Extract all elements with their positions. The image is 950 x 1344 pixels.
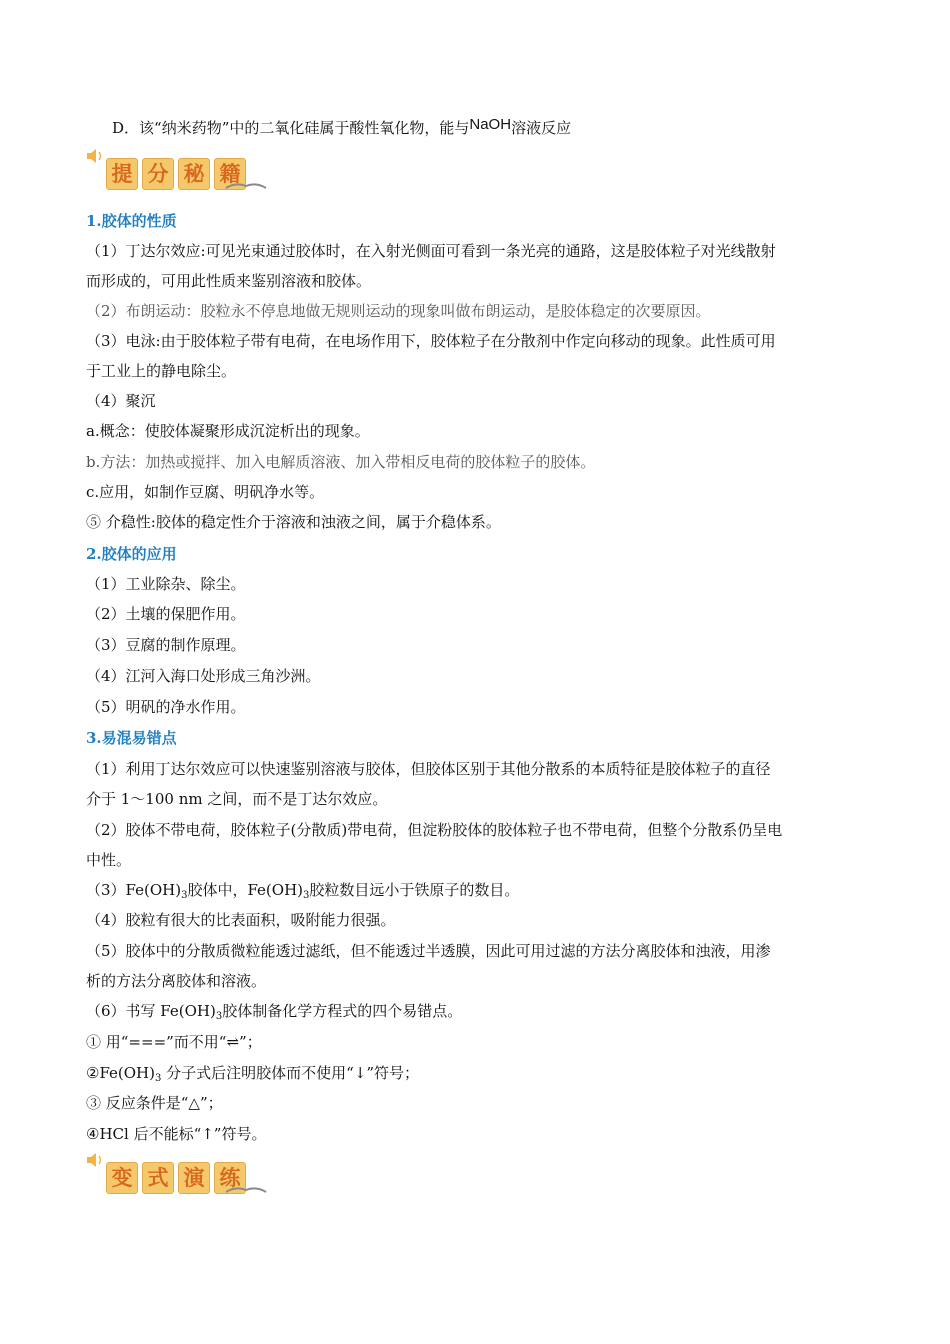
section-2-title: 2.胶体的应用 [86, 545, 177, 563]
paragraph-line: c.应用，如制作豆腐、明矾净水等。 [86, 483, 325, 501]
option-d-suffix: 溶液反应 [511, 119, 572, 137]
paragraph-line: （2）布朗运动：胶粒永不停息地做无规则运动的现象叫做布朗运动，是胶体稳定的次要原因。 [86, 302, 711, 320]
paragraph-line: （1）利用丁达尔效应可以快速鉴别溶液与胶体，但胶体区别于其他分散系的本质特征是胶体粒子的直径 [86, 760, 771, 778]
paragraph-line: （3）豆腐的制作原理。 [86, 636, 246, 654]
banner-char: 练 [214, 1162, 246, 1194]
paragraph-line: b.方法：加热或搅拌、加入电解质溶液、加入带相反电荷的胶体粒子的胶体。 [86, 453, 596, 471]
paragraph-line: $②Fe(OH)_3$ 分子式后注明胶体而不使用“↓”符号； [86, 1064, 420, 1084]
paragraph-line: （1）丁达尔效应:可见光束通过胶体时，在入射光侧面可看到一条光亮的通路，这是胶体粒子对光线散射 [86, 242, 776, 260]
banner-char: 变 [106, 1162, 138, 1194]
banner-char: 演 [178, 1162, 210, 1194]
paragraph-line: （2）胶体不带电荷，胶体粒子(分散质)带电荷，但淀粉胶体的胶体粒子也不带电荷，但整个分散系仍呈电 [86, 821, 783, 839]
paragraph-line: （4）江河入海口处形成三角沙洲。 [86, 667, 321, 685]
option-d-formula: NaOH [469, 116, 512, 133]
paragraph-line: $(3)Fe(OH)_3$胶体中，$Fe(OH)_3$胶粒数目远小于铁原子的数目。 [86, 881, 520, 901]
paragraph-line: 中性。 [86, 851, 132, 869]
paragraph-line: 介于 1～100 nm 之间，而不是丁达尔效应。 [86, 790, 388, 808]
paragraph-line: a.概念：使胶体凝聚形成沉淀析出的现象。 [86, 422, 370, 440]
book-icon [224, 1184, 268, 1194]
paragraph-line: ④HCl 后不能标“↑”符号。 [86, 1125, 267, 1143]
paragraph-line: （2）土壤的保肥作用。 [86, 605, 246, 623]
practice-banner [86, 1152, 276, 1200]
banner-char: 式 [142, 1162, 174, 1194]
speaker-icon [86, 148, 106, 164]
paragraph-line: （4）胶粒有很大的比表面积，吸附能力很强。 [86, 911, 396, 929]
paragraph-line: （6）书写 $Fe(OH)_3$胶体制备化学方程式的四个易错点。 [86, 1002, 463, 1022]
banner-char: 提 [106, 158, 138, 190]
paragraph-line: （4）聚沉 [86, 392, 156, 410]
paragraph-line: 析的方法分离胶体和溶液。 [86, 972, 267, 990]
section-3-title: 3.易混易错点 [86, 729, 177, 747]
paragraph-line: （5）明矾的净水作用。 [86, 698, 246, 716]
paragraph-line: （1）工业除杂、除尘。 [86, 575, 246, 593]
paragraph-line: 于工业上的静电除尘。 [86, 362, 237, 380]
banner-char: 籍 [214, 158, 246, 190]
speaker-icon [86, 1152, 106, 1168]
section-1-title: 1.胶体的性质 [86, 212, 177, 230]
paragraph-line: （5）胶体中的分散质微粒能透过滤纸，但不能透过半透膜，因此可用过滤的方法分离胶体和浊液，用渗 [86, 942, 771, 960]
option-d [112, 118, 892, 139]
tips-banner [86, 148, 276, 196]
option-d-text: D．该“纳米药物”中的二氧化硅属于酸性氧化物，能与 [112, 119, 470, 137]
paragraph-line: ① 用“===”而不用“⇌”； [86, 1033, 262, 1051]
paragraph-line: ⑤ 介稳性:胶体的稳定性介于溶液和浊液之间，属于介稳体系。 [86, 513, 501, 531]
banner-char: 秘 [178, 158, 210, 190]
paragraph-line: 而形成的，可用此性质来鉴别溶液和胶体。 [86, 272, 372, 290]
paragraph-line: ③ 反应条件是“△”； [86, 1094, 223, 1112]
banner-char: 分 [142, 158, 174, 190]
paragraph-line: （3）电泳:由于胶体粒子带有电荷，在电场作用下，胶体粒子在分散剂中作定向移动的现象。此性质可用 [86, 332, 776, 350]
book-icon [224, 180, 268, 190]
